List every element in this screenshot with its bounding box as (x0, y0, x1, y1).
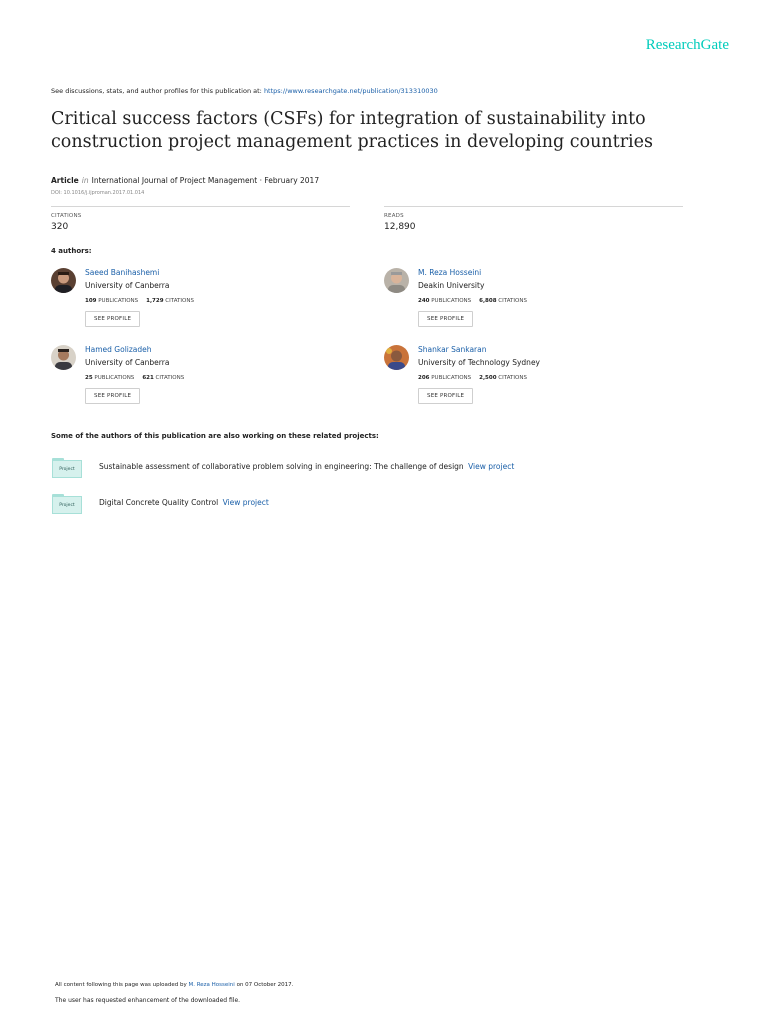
project-folder-icon (51, 494, 83, 516)
project-title: Digital Concrete Quality Control (99, 498, 219, 507)
author-affiliation: University of Canberra (85, 358, 170, 367)
author-avatar[interactable] (384, 345, 409, 370)
author-publications-count: 109 (85, 298, 97, 304)
publication-title: Critical success factors (CSFs) for integration of sustainability into construction project management practices in developing countries (51, 109, 653, 152)
author-publications-label: PUBLICATIONS (98, 298, 139, 304)
enhancement-notice: The user has requested enhancement of the downloaded file. (55, 997, 241, 1004)
related-projects-heading: Some of the authors of this publication are also working on these related projects: (51, 432, 379, 440)
reads-value: 12,890 (384, 222, 416, 232)
author-affiliation: University of Canberra (85, 281, 170, 290)
author-affiliation: University of Technology Sydney (418, 358, 540, 367)
citations-label: CITATIONS (51, 213, 82, 219)
reads-label: READS (384, 213, 404, 219)
author-avatar[interactable] (51, 345, 76, 370)
author-card (384, 268, 644, 332)
project-title: Sustainable assessment of collaborative problem solving in engineering: The challenge of design (99, 462, 464, 471)
author-citations-label: CITATIONS (155, 375, 185, 381)
author-publications-count: 240 (418, 298, 430, 304)
see-profile-button[interactable]: SEE PROFILE (85, 388, 140, 404)
citations-value: 320 (51, 222, 69, 232)
view-project-link[interactable]: View project (468, 462, 515, 471)
author-avatar[interactable] (51, 268, 76, 293)
authors-heading: 4 authors: (51, 247, 92, 255)
upload-notice (55, 982, 293, 988)
author-name[interactable]: M. Reza Hosseini (418, 268, 482, 277)
publication-type: Article (51, 176, 79, 185)
author-publications-label: PUBLICATIONS (431, 298, 472, 304)
author-stats (85, 374, 184, 382)
upload-suffix: on 07 October 2017. (236, 982, 294, 988)
author-publications-label: PUBLICATIONS (94, 375, 135, 381)
project-folder-label: Project (52, 460, 82, 478)
project-folder-label: Project (52, 496, 82, 514)
author-name[interactable]: Shankar Sankaran (418, 345, 487, 354)
reads-stat (384, 206, 683, 232)
author-publications-count: 25 (85, 375, 93, 381)
author-citations-label: CITATIONS (498, 375, 527, 381)
discussion-prefix: See discussions, stats, and author profiles for this publication at: (51, 87, 264, 95)
publication-doi: DOI: 10.1016/j.ijproman.2017.01.014 (51, 190, 145, 196)
author-card (51, 268, 311, 332)
author-stats (418, 374, 540, 382)
project-item (51, 494, 551, 518)
publication-venue: International Journal of Project Management · February 2017 (91, 176, 320, 185)
uploader-link[interactable]: M. Reza Hosseini (188, 982, 235, 988)
project-item (51, 458, 551, 482)
author-publications-count: 206 (418, 375, 430, 381)
researchgate-logo[interactable]: ResearchGate (645, 37, 729, 53)
author-stats (418, 297, 527, 305)
author-card (51, 345, 311, 409)
author-citations-count: 1,729 (146, 298, 164, 304)
in-label: in (81, 176, 89, 185)
publication-url-link[interactable]: https://www.researchgate.net/publication/313310030 (263, 87, 438, 95)
publication-meta (51, 176, 319, 185)
see-profile-button[interactable]: SEE PROFILE (418, 388, 473, 404)
author-citations-count: 621 (142, 375, 154, 381)
author-citations-count: 6,808 (479, 298, 497, 304)
upload-prefix: All content following this page was uploaded by (55, 982, 187, 988)
author-citations-label: CITATIONS (165, 298, 194, 304)
citations-stat (51, 206, 350, 232)
author-citations-label: CITATIONS (498, 298, 527, 304)
author-avatar[interactable] (384, 268, 409, 293)
author-affiliation: Deakin University (418, 281, 485, 290)
author-stats (85, 297, 194, 305)
see-profile-button[interactable]: SEE PROFILE (85, 311, 140, 327)
author-name[interactable]: Saeed Banihashemi (85, 268, 160, 277)
author-card (384, 345, 644, 409)
author-name[interactable]: Hamed Golizadeh (85, 345, 152, 354)
see-profile-button[interactable]: SEE PROFILE (418, 311, 473, 327)
discussion-notice (51, 87, 438, 95)
author-publications-label: PUBLICATIONS (431, 375, 472, 381)
project-folder-icon (51, 458, 83, 480)
view-project-link[interactable]: View project (222, 498, 269, 507)
author-citations-count: 2,500 (479, 375, 497, 381)
